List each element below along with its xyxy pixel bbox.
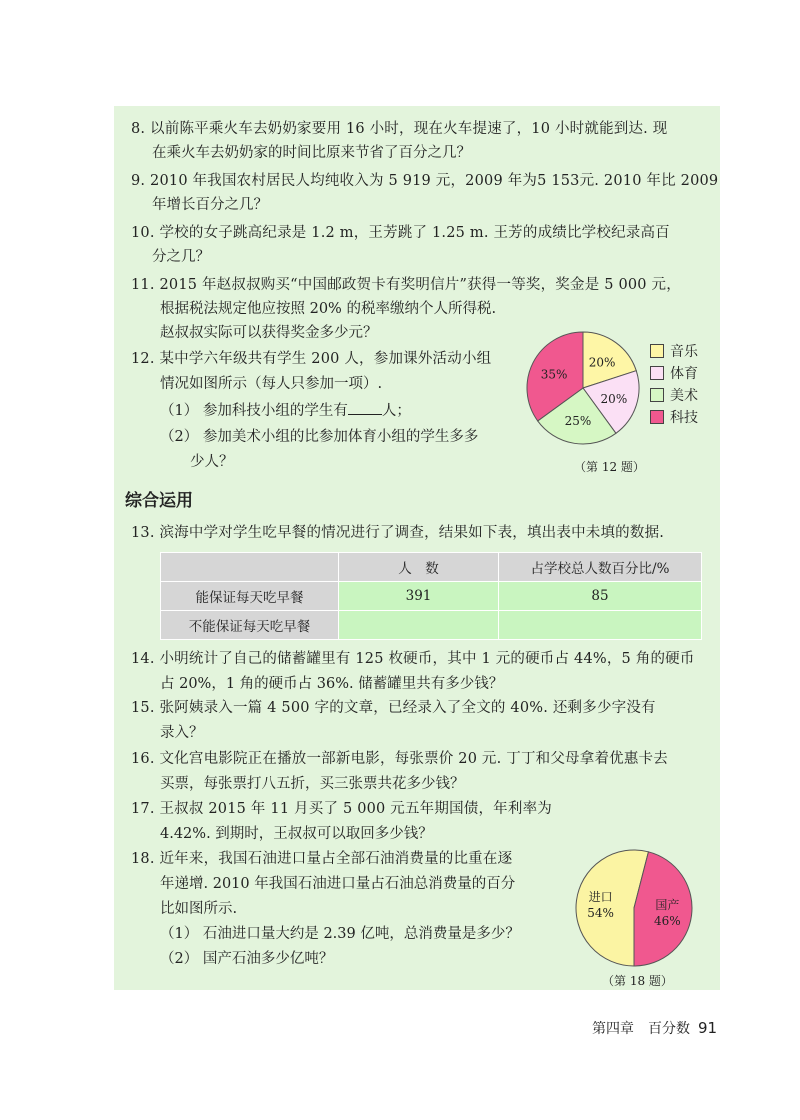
question-18-line3: 比如图所示.	[160, 901, 238, 917]
legend-swatch	[650, 366, 664, 380]
legend-label: 美术	[670, 388, 698, 404]
table-cell: 391	[339, 582, 499, 611]
question-14-line2: 占 20%，1 角的硬币占 36%. 储蓄罐里共有多少钱？	[160, 676, 504, 692]
chapter-title: 第四章 百分数	[592, 1021, 690, 1037]
question-11-line1: 11. 2015 年赵叔叔购买“中国邮政贺卡有奖明信片”获得一等奖，奖金是 5 000 元，	[131, 277, 681, 293]
legend-item-art	[650, 384, 698, 406]
pie-label: 54%	[587, 905, 614, 920]
legend-label: 体育	[670, 366, 698, 382]
legend-item-music	[650, 340, 698, 362]
legend-item-pe	[650, 362, 698, 384]
activity-group-pie-chart	[525, 330, 641, 446]
question-15-line2: 录入？	[160, 725, 204, 741]
legend-swatch	[650, 388, 664, 402]
question-11-line2: 根据税法规定他应按照 20% 的税率缴纳个人所得税.	[160, 301, 497, 317]
answer-blank[interactable]	[348, 400, 382, 415]
pie-label: 国产	[655, 898, 680, 913]
question-13: 13. 滨海中学对学生吃早餐的情况进行了调查，结果如下表，填出表中未填的数据.	[131, 525, 665, 541]
question-18-part2: （2） 国产石油多少亿吨？	[160, 951, 334, 967]
pie-label: 20%	[600, 392, 628, 407]
breakfast-table	[160, 552, 702, 640]
section-title: 综合运用	[125, 491, 193, 511]
question-12-part1-text: （1） 参加科技小组的学生有	[160, 403, 348, 419]
figure-caption-18: （第 18 题）	[602, 974, 673, 988]
question-12-part1-unit: 人；	[381, 403, 411, 419]
question-15-line1: 15. 张阿姨录入一篇 4 500 字的文章，已经录入了全文的 40%. 还剩多少字没有	[131, 700, 656, 716]
question-18-line1: 18. 近年来，我国石油进口量占全部石油消费量的比重在逐	[131, 851, 513, 867]
question-18-part1: （1） 石油进口量大约是 2.39 亿吨，总消费量是多少？	[160, 926, 520, 942]
pie-label: 35%	[540, 367, 568, 382]
table-header-row	[161, 553, 702, 582]
question-12-part2-line2: 少人？	[190, 454, 234, 470]
table-cell-blank[interactable]	[339, 611, 499, 640]
figure-caption-12: （第 12 题）	[574, 460, 645, 474]
legend-label: 音乐	[670, 344, 698, 360]
table-row	[161, 611, 702, 640]
question-17-line1: 17. 王叔叔 2015 年 11 月买了 5 000 元五年期国债，年利率为	[131, 801, 552, 817]
table-header-cell: 占学校总人数百分比/%	[499, 553, 702, 582]
page-number: 91	[698, 1019, 718, 1037]
page-footer	[592, 1018, 717, 1038]
question-17-line2: 4.42%. 到期时，王叔叔可以取回多少钱？	[160, 826, 433, 842]
table-cell-blank[interactable]	[499, 611, 702, 640]
question-12-part2-line1: （2） 参加美术小组的比参加体育小组的学生多多	[160, 429, 479, 445]
question-9-line1: 9. 2010 年我国农村居民人均纯收入为 5 919 元，2009 年为5 153元. 2010 年比 2009	[131, 173, 719, 189]
question-10-line2: 分之几？	[152, 249, 210, 265]
table-header-cell	[161, 553, 339, 582]
pie-legend	[650, 340, 698, 428]
question-16-line2: 买票，每张票打八五折，买三张票共花多少钱？	[160, 776, 465, 792]
legend-item-tech	[650, 406, 698, 428]
question-14-line1: 14. 小明统计了自己的储蓄罐里有 125 枚硬币，其中 1 元的硬币占 44%，5 角的硬币	[131, 651, 695, 667]
pie-label: 进口	[588, 889, 613, 904]
table-row-label: 不能保证每天吃早餐	[161, 611, 339, 640]
legend-label: 科技	[670, 410, 698, 426]
question-8-line2: 在乘火车去奶奶家的时间比原来节省了百分之几？	[152, 145, 471, 161]
legend-swatch	[650, 344, 664, 358]
pie-label: 25%	[564, 414, 592, 429]
oil-consumption-pie-chart	[574, 848, 694, 968]
question-18-line2: 年递增. 2010 年我国石油进口量占石油总消费量的百分	[160, 876, 516, 892]
table-header-cell: 人 数	[339, 553, 499, 582]
question-9-line2: 年增长百分之几？	[152, 197, 268, 213]
question-11-line3: 赵叔叔实际可以获得奖金多少元？	[160, 325, 378, 341]
table-row-label: 能保证每天吃早餐	[161, 582, 339, 611]
question-12-line2: 情况如图所示（每人只参加一项）.	[160, 376, 383, 392]
table-row	[161, 582, 702, 611]
table-cell: 85	[499, 582, 702, 611]
question-10-line1: 10. 学校的女子跳高纪录是 1.2 m，王芳跳了 1.25 m. 王芳的成绩比学校纪录高百	[131, 225, 670, 241]
pie-label: 46%	[654, 914, 681, 929]
legend-swatch	[650, 410, 664, 424]
question-12-part1	[160, 400, 411, 423]
question-16-line1: 16. 文化宫电影院正在播放一部新电影，每张票价 20 元. 丁丁和父母拿着优惠卡去	[131, 751, 668, 767]
question-8-line1: 8. 以前陈平乘火车去奶奶家要用 16 小时，现在火车提速了，10 小时就能到达. 现	[131, 121, 668, 137]
question-12-line1: 12. 某中学六年级共有学生 200 人，参加课外活动小组	[131, 351, 492, 367]
pie-label: 20%	[588, 355, 616, 370]
